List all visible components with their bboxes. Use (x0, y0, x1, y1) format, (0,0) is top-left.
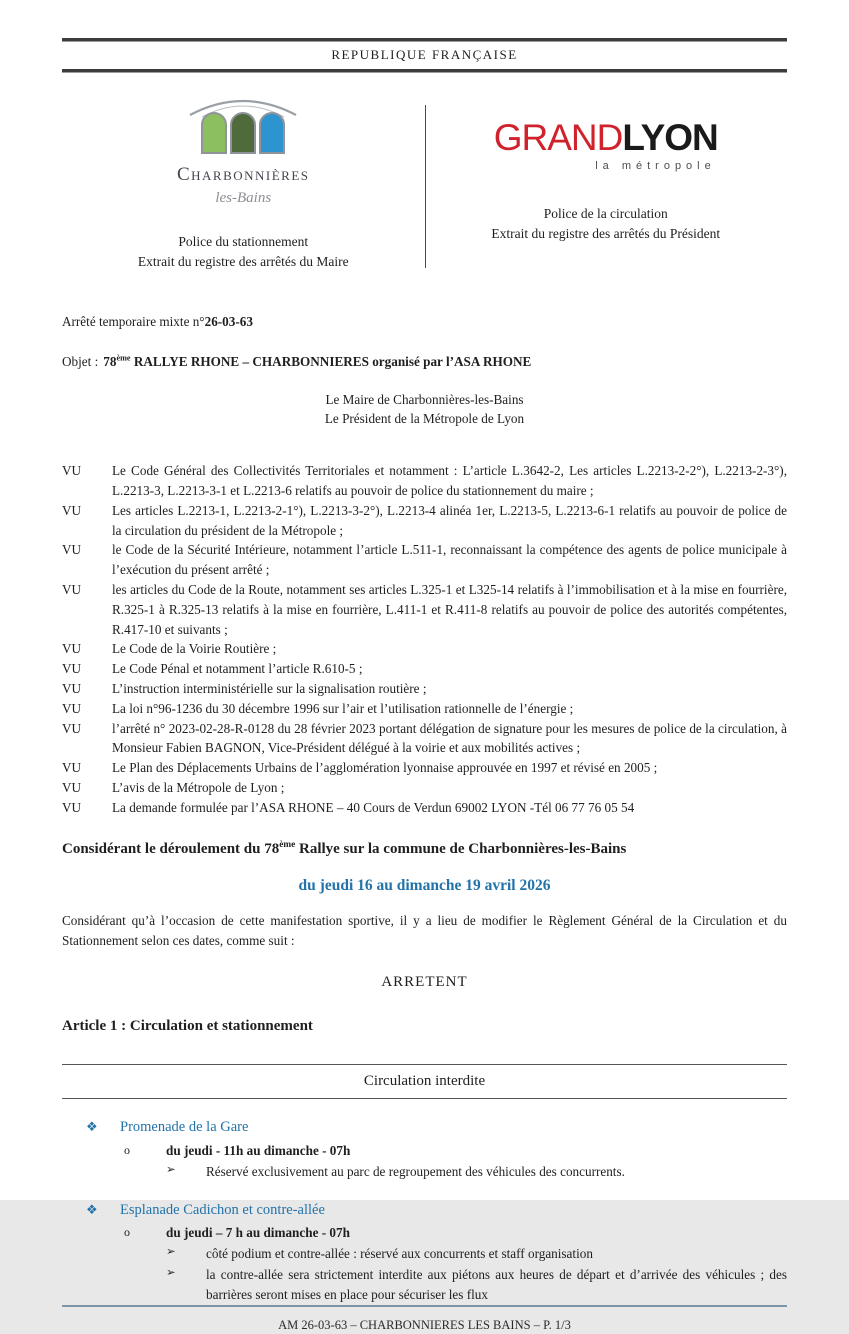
header-band (62, 38, 787, 73)
event-dates: du jeudi 16 au dimanche 19 avril 2026 (298, 877, 551, 895)
footer-reference: AM 26-03-63 – CHARBONNIERES LES BAINS – P. 1/3 (278, 1317, 571, 1332)
circle-bullet-icon: o (124, 1225, 130, 1240)
vu-label: VU (62, 463, 82, 479)
vu-text: La demande formulée par l’ASA RHONE – 40 Cours de Verdun 69002 LYON -Tél 06 77 76 05 54 (112, 799, 635, 815)
vu-text: Le Code Pénal et notamment l’article R.610-5 ; (112, 661, 363, 677)
object-number: 78 (103, 353, 117, 369)
vu-label: VU (62, 542, 82, 558)
authority-president: Le Président de la Métropole de Lyon (324, 411, 525, 427)
commune-caption-line2: Extrait du registre des arrêtés du Maire (137, 253, 349, 269)
location-block (62, 1117, 787, 1181)
commune-name-suffix: les-Bains (215, 190, 272, 206)
location-name-row (86, 1200, 787, 1222)
vu-row (62, 758, 787, 778)
circle-bullet-icon: o (124, 1143, 130, 1158)
vu-list (62, 461, 787, 817)
arches-icon (180, 93, 306, 159)
vu-label: VU (62, 760, 82, 776)
charbonnieres-logo (177, 93, 310, 210)
grand-lyon-wordmark (493, 116, 718, 158)
grand-lyon-logo (493, 116, 718, 175)
location-name: Promenade de la Gare (120, 1119, 249, 1136)
arrow-bullet-icon: ➢ (166, 1163, 176, 1176)
vu-row (62, 580, 787, 639)
commune-name: Charbonnières (176, 163, 310, 185)
object-text: RALLYE RHONE – CHARBONNIERES organisé par l’ASA RHONE (130, 353, 532, 369)
period-time: du jeudi - 11h au dimanche - 07h (166, 1143, 351, 1159)
arrow-bullet-icon: ➢ (166, 1246, 176, 1259)
considerant-heading (62, 838, 787, 861)
vu-row (62, 501, 787, 541)
vu-text: Le Code Général des Collectivités Territoriales et notamment : L’article L.3642-2, Les articles L.2213-2-2°), L.2213-2-3°), L.2213-3, L.2213-3-1 et L.2213-6 relatifs au pouvoir de police du stationnement du maire ; (112, 463, 787, 498)
period-row (124, 1141, 787, 1161)
period-time: du jeudi – 7 h au dimanche - 07h (166, 1225, 350, 1241)
authority-mayor: Le Maire de Charbonnières-les-Bains (325, 391, 524, 407)
detail-text: Réservé exclusivement au parc de regroupement des véhicules des concurrents. (206, 1163, 625, 1179)
vu-label: VU (62, 700, 82, 716)
decree-object (62, 352, 787, 372)
decree-reference (62, 312, 787, 332)
location-name: Esplanade Cadichon et contre-allée (120, 1201, 325, 1218)
location-block (62, 1200, 787, 1305)
considerant-heading-pre: Considérant le déroulement du 78 (62, 840, 280, 857)
period-row (124, 1223, 787, 1243)
commune-caption (138, 232, 349, 273)
decree-reference-prefix: Arrêté temporaire mixte n° (62, 314, 205, 329)
vu-label: VU (62, 680, 82, 696)
considerant-ordinal-suffix: ème (279, 839, 296, 850)
vu-text: L’instruction interministérielle sur la signalisation routière ; (112, 680, 427, 696)
vu-row (62, 778, 787, 798)
detail-row (166, 1244, 787, 1264)
vu-text: les articles du Code de la Route, notamment ses articles L.325-1 et L325-14 relatifs à l’immobilisation et à la mise en fourrière, R.325-1 à R.325-13 relatifs à la mise en fourrière, L.411-1 et R.411-8 relatifs au pouvoir de police des autorités compétentes, R.417-10 et suivants ; (112, 581, 787, 637)
metropole-caption (491, 204, 720, 245)
vu-row (62, 719, 787, 759)
section-header: Circulation interdite (363, 1072, 486, 1089)
metropole-caption-line1: Police de la circulation (543, 206, 668, 221)
considerant-heading-post: Rallye sur la commune de Charbonnières-les-Bains (295, 840, 627, 857)
footer-rule (62, 1305, 787, 1307)
detail-text: côté podium et contre-allée : réservé aux concurrents et staff organisation (206, 1246, 593, 1262)
vu-row (62, 461, 787, 501)
vu-label: VU (62, 661, 82, 677)
vu-label: VU (62, 502, 82, 518)
vu-text: La loi n°96-1236 du 30 décembre 1996 sur l’air et l’utilisation rationnelle de l’énergie ; (112, 700, 574, 716)
detail-text: la contre-allée sera strictement interdite aux piétons aux heures de départ et d’arrivée des véhicules ; des barrières seront mises en place pour sécuriser les flux (206, 1267, 787, 1302)
vu-row (62, 540, 787, 580)
grand-lyon-tagline: la métropole (595, 159, 716, 172)
vu-row (62, 798, 787, 818)
vu-label: VU (62, 581, 82, 597)
commune-column (62, 93, 425, 273)
vu-text: Les articles L.2213-1, L.2213-2-1°), L.2213-3-2°), L.2213-4 alinéa 1er, L.2213-5, L.2213-6-1 relatifs au pouvoir de police de la circulation du président de la Métropole ; (112, 502, 787, 538)
diamond-bullet-icon: ❖ (86, 1201, 98, 1217)
diamond-bullet-icon: ❖ (86, 1119, 98, 1135)
vu-row (62, 699, 787, 719)
metropole-column (425, 93, 788, 273)
decree-reference-number: 26-03-63 (204, 314, 253, 329)
republic-title: REPUBLIQUE FRANÇAISE (331, 47, 518, 62)
vu-label: VU (62, 799, 82, 815)
vu-label: VU (62, 779, 82, 795)
arrow-bullet-icon: ➢ (166, 1267, 176, 1280)
vu-text: le Code de la Sécurité Intérieure, notamment l’article L.511-1, reconnaissant la compétence des agents de police municipale à l’exécution du présent arrêté ; (112, 542, 787, 578)
vu-row (62, 659, 787, 679)
article-1-title: Article 1 : Circulation et stationnement (62, 1018, 313, 1035)
vu-label: VU (62, 720, 82, 736)
letterhead (62, 93, 787, 273)
vu-text: Le Plan des Déplacements Urbains de l’agglomération lyonnaise approuvée en 1997 et révisé en 2005 ; (112, 760, 658, 776)
detail-row (166, 1265, 787, 1305)
page-footer (62, 1305, 787, 1334)
commune-caption-line1: Police du stationnement (178, 233, 309, 249)
column-divider (425, 105, 426, 269)
object-ordinal-suffix: ème (116, 353, 131, 363)
vu-label: VU (62, 641, 82, 657)
lyon-word: LYON (622, 116, 718, 158)
considerant-paragraph: Considérant qu’à l’occasion de cette manifestation sportive, il y a lieu de modifier le Règlement Général de la Circulation et du Stationnement selon ces dates, comme suit : (62, 913, 787, 949)
circulation-interdite-section (62, 1064, 787, 1100)
vu-row (62, 679, 787, 699)
vu-text: l’arrêté n° 2023-02-28-R-0128 du 28 février 2023 portant délégation de signature pour les mesures de police de la circulation, à Monsieur Fabien BAGNON, Vice-Président délégué à la voirie et aux mobilités actives ; (112, 720, 787, 756)
header-rule-bottom (62, 69, 787, 73)
authorities (62, 390, 787, 430)
vu-row (62, 639, 787, 659)
object-label: Objet : (62, 353, 99, 369)
vu-text: L’avis de la Métropole de Lyon ; (112, 779, 285, 795)
location-name-row (86, 1117, 787, 1139)
vu-text: Le Code de la Voirie Routière ; (112, 641, 277, 657)
grand-word: GRAND (493, 116, 623, 158)
arretent-heading: ARRETENT (381, 973, 468, 990)
detail-row (166, 1162, 787, 1182)
metropole-caption-line2: Extrait du registre des arrêtés du Président (491, 226, 721, 242)
